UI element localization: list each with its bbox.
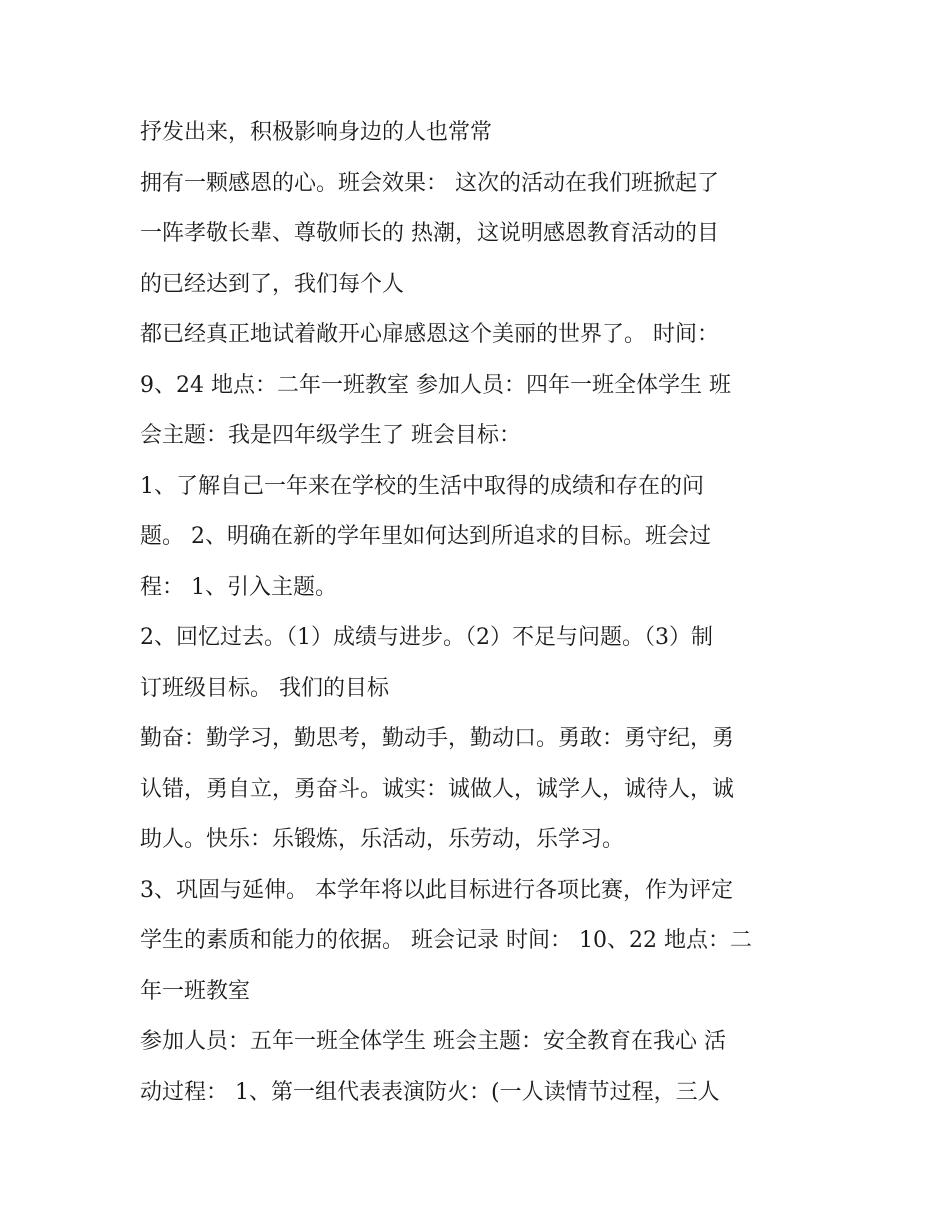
text-line: 都已经真正地试着敞开心扉感恩这个美丽的世界了。 时间：: [140, 322, 719, 347]
text-line: 年一班教室: [140, 978, 251, 1004]
text-line: 一阵孝敬长辈、尊敬师长的 热潮，这说明感恩教育活动的目: [140, 221, 719, 246]
text-line: 3、巩固与延伸。 本学年将以此目标进行各项比赛，作为评定: [140, 877, 733, 903]
text-line: 抒发出来，积极影响身边的人也常常: [140, 120, 493, 145]
text-line: 动过程： 1、第一组代表表演防火：(一人读情节过程，三人: [140, 1079, 720, 1105]
text-line: 订班级目标。 我们的目标: [140, 675, 389, 701]
text-line: 9、24 地点：二年一班教室 参加人员：四年一班全体学生 班: [140, 372, 731, 398]
text-line: 学生的素质和能力的依据。 班会记录 时间： 10、22 地点：二: [140, 928, 752, 953]
text-line: 认错，勇自立，勇奋斗。诚实：诚做人，诚学人，诚待人，诚: [140, 776, 735, 802]
body-text: [140, 108, 830, 1118]
text-line: 助人。快乐：乐锻炼，乐活动，乐劳动，乐学习。: [140, 827, 625, 852]
text-line: 题。 2、明确在新的学年里如何达到所追求的目标。班会过: [140, 524, 711, 549]
text-line: 1、了解自己一年来在学校的生活中取得的成绩和存在的问: [140, 473, 704, 499]
text-line: 程： 1、引入主题。: [140, 574, 337, 600]
text-line: 拥有一颗感恩的心。班会效果： 这次的活动在我们班掀起了: [140, 170, 719, 196]
text-line: 2、回忆过去。（1）成绩与进步。（2）不足与问题。（3）制: [140, 625, 713, 650]
text-line: 的已经达到了，我们每个人: [140, 271, 405, 297]
text-line: 勤奋：勤学习，勤思考，勤动手，勤动口。勇敢：勇守纪，勇: [140, 726, 735, 751]
text-line: 参加人员：五年一班全体学生 班会主题：安全教育在我心 活: [140, 1029, 726, 1054]
text-line: 会主题：我是四年级学生了 班会目标：: [140, 423, 521, 448]
